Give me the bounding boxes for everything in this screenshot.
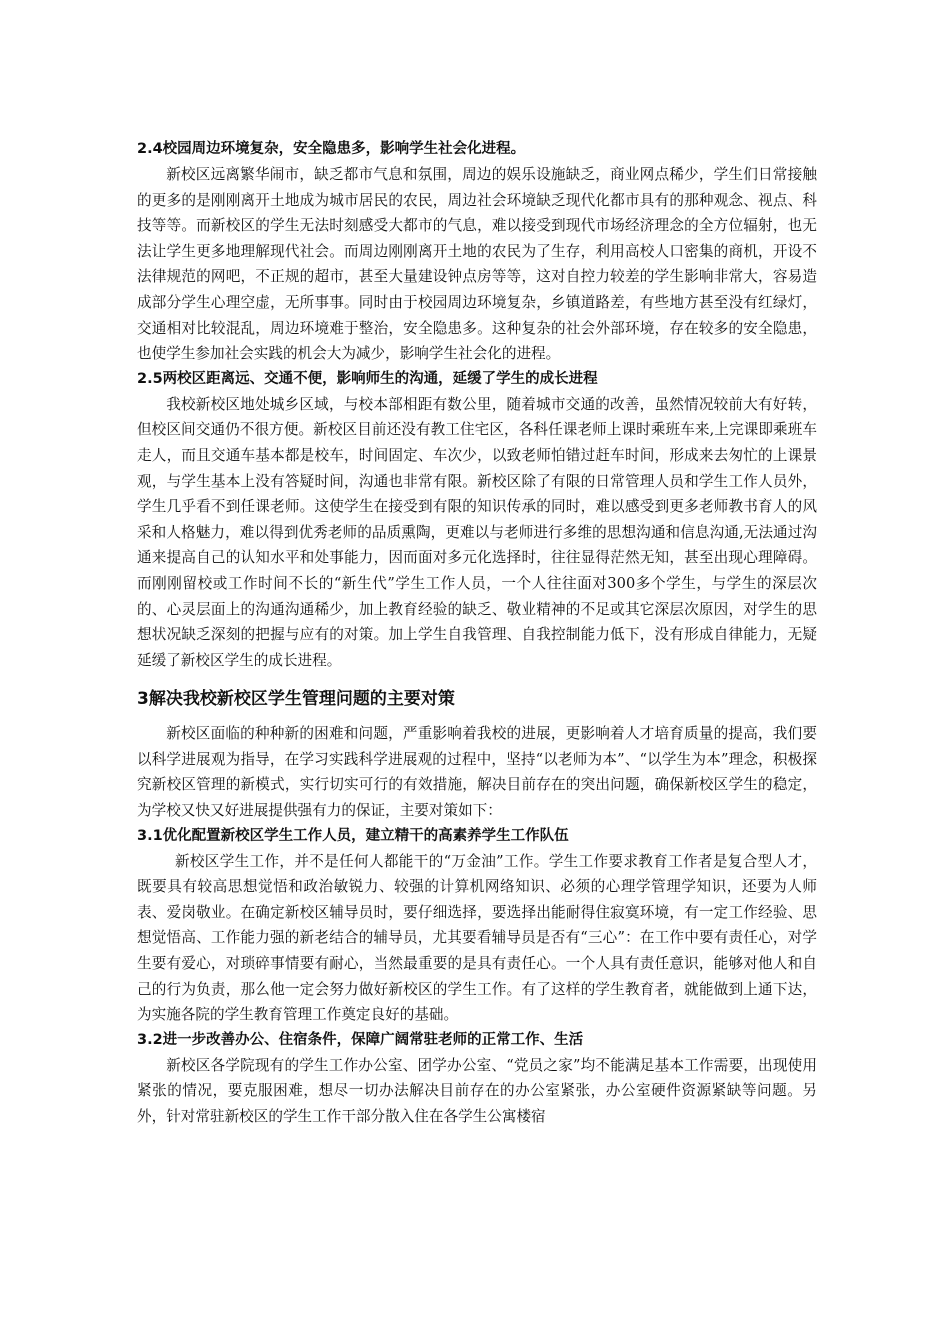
section-2-5-paragraph: 我校新校区地处城乡区域，与校本部相距有数公里，随着城市交通的改善，虽然情况较前大有好转，但校区间交通仍不很方便。新校区目前还没有教工住宅区，各科任课老师上课时乘班车来,上完课即乘班车走人，而且交通车基本都是校车，时间固定、车次少，以致老师怕错过赶车时间，形成来去匆忙的上课景观，与学生基本上没有答疑时间，沟通也非常有限。新校区除了有限的日常管理人员和学生工作人员外，学生几乎看不到任课老师。这使学生在接受到有限的知识传承的同时，难以感受到更多老师教书育人的风采和人格魅力，难以得到优秀老师的品质熏陶，更难以与老师进行多维的思想沟通和信息沟通,无法通过沟通来提高自己的认知水平和处事能力，因而面对多元化选择时，往往显得茫然无知，甚至出现心理障碍。而刚刚留校或工作时间不长的“新生代”学生工作人员，一个人往往面对300多个学生，与学生的深层次的、心灵层面上的沟通沟通稀少，加上教育经验的缺乏、敬业精神的不足或其它深层次原因，对学生的思想状况缺乏深刻的把握与应有的对策。加上学生自我管理、自我控制能力低下，没有形成自律能力，无疑延缓了新校区学生的成长进程。 [137, 395, 817, 669]
section-3-1-paragraph: 新校区学生工作，并不是任何人都能干的“万金油”工作。学生工作要求教育工作者是复合型人才，既要具有较高思想觉悟和政治敏锐力、较强的计算机网络知识、必须的心理学管理学知识，还要为人师表、爱岗敬业。在确定新校区辅导员时，要仔细选择，要选择出能耐得住寂寞环境，有一定工作经验、思想觉悟高、工作能力强的新老结合的辅导员，尤其要看辅导员是否有“三心”：在工作中要有责任心，对学生要有爱心，对琐碎事情要有耐心，当然最重要的是具有责任心。一个人具有责任意识，能够对他人和自己的行为负责，那么他一定会努力做好新校区的学生工作。有了这样的学生教育者，就能做到上通下达，为实施各院的学生教育管理工作奠定良好的基础。 [137, 852, 817, 1024]
section-heading-3-1: 3.1优化配置新校区学生工作人员，建立精干的高素养学生工作队伍 [137, 827, 569, 844]
section-heading-2-5: 2.5两校区距离远、交通不便，影响师生的沟通，延缓了学生的成长进程 [137, 370, 598, 387]
document-body [137, 137, 817, 1130]
section-heading-2-4: 2.4校园周边环境复杂，安全隐患多，影响学生社会化进程。 [137, 141, 526, 157]
section-3-2-paragraph: 新校区各学院现有的学生工作办公室、团学办公室、“党员之家”均不能满足基本工作需要，出现使用紧张的情况，要克服困难，想尽一切办法解决目前存在的办公室紧张，办公室硬件资源紧缺等问题。另外，针对常驻新校区的学生工作干部分散入住在各学生公寓楼宿 [137, 1056, 817, 1125]
chapter-heading-3: 3解决我校新校区学生管理问题的主要对策 [137, 689, 455, 710]
section-heading-3-2: 3.2进一步改善办公、住宿条件，保障广阔常驻老师的正常工作、生活 [137, 1031, 584, 1048]
chapter-3-intro-paragraph: 新校区面临的种种新的困难和问题，严重影响着我校的进展，更影响着人才培育质量的提高，我们要以科学进展观为指导，在学习实践科学进展观的过程中，坚持“以老师为本”、“以学生为本”理念，积极探究新校区管理的新模式，实行切实可行的有效措施，解决目前存在的突出问题，确保新校区学生的稳定，为学校又快又好进展提供强有力的保证，主要对策如下： [137, 725, 817, 820]
section-2-4-paragraph: 新校区远离繁华闹市，缺乏都市气息和氛围，周边的娱乐设施缺乏，商业网点稀少，学生们日常接触的更多的是刚刚离开土地成为城市居民的农民，周边社会环境缺乏现代化都市具有的那种观念、视点、科技等等。而新校区的学生无法时刻感受大都市的气息，难以接受到现代市场经济理念的全方位辐射，也无法让学生更多地理解现代社会。而周边刚刚离开土地的农民为了生存，利用高校人口密集的商机，开设不法律规范的网吧，不正规的超市，甚至大量建设钟点房等等，这对自控力较差的学生影响非常大，容易造成部分学生心理空虚，无所事事。同时由于校园周边环境复杂，乡镇道路差，有些地方甚至没有红绿灯，交通相对比较混乱，周边环境难于整治，安全隐患多。这种复杂的社会外部环境，存在较多的安全隐患，也使学生参加社会实践的机会大为减少，影响学生社会化的进程。 [137, 166, 817, 363]
